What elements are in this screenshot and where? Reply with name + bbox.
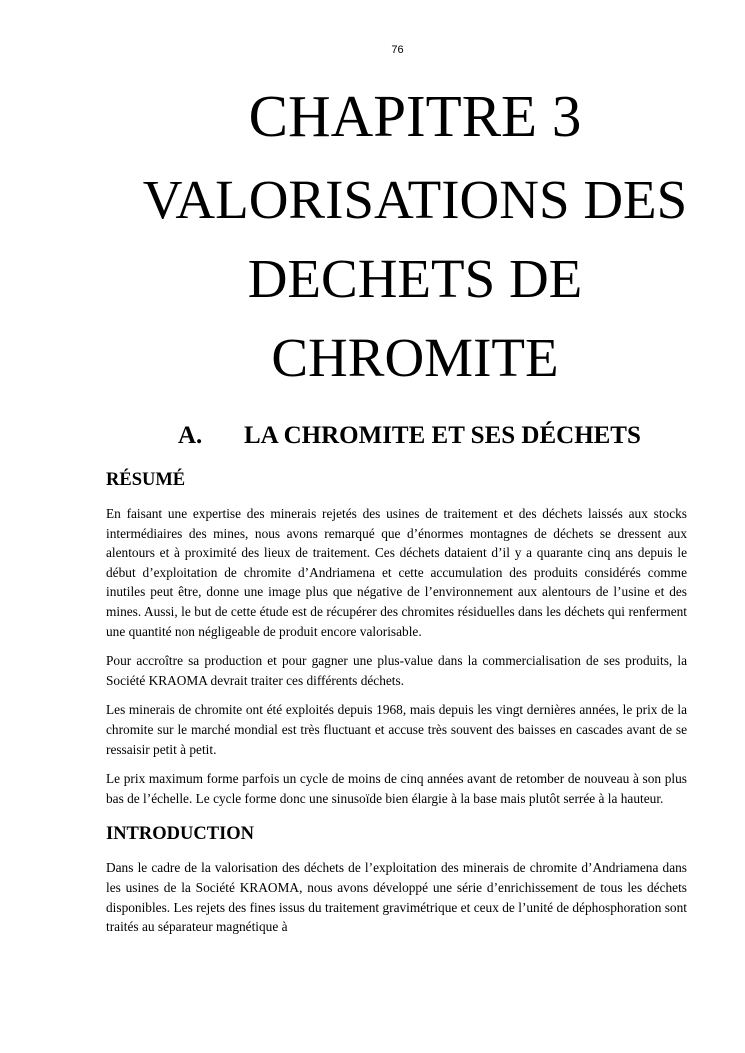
chapter-heading (130, 80, 700, 397)
section-title: LA CHROMITE ET SES DÉCHETS (244, 422, 641, 449)
section-letter: A. (178, 422, 203, 449)
introduction-paragraph: Dans le cadre de la valorisation des déchets de l’exploitation des minerais de chromite d’Andriamena dans les usines de la Société KRAOMA, nous avons développé une série d’enrichissement de tous les déchets disponibles. Les rejets des fines issus du traitement gravimétrique et ceux de l’unité de déphosphoration sont traités au séparateur magnétique à (106, 860, 687, 935)
chapter-title: CHAPITRE 3 (248, 83, 582, 149)
page-number: 76 (391, 44, 404, 56)
body-content (106, 468, 687, 947)
resume-heading: RÉSUMÉ (106, 470, 186, 490)
introduction-heading: INTRODUCTION (106, 824, 255, 845)
resume-paragraph: Pour accroître sa production et pour gagner une plus-value dans la commercialisation de ses produits, la Société KRAOMA devrait traiter ces différents déchets. (106, 653, 687, 688)
resume-paragraph: En faisant une expertise des minerais rejetés des usines de traitement et des déchets laissés aux stocks intermédiaires des mines, nous avons remarqué que d’énormes montagnes de déchets se dressent aux alentours et à proximité des lieux de traitement. Ces déchets dataient d’il y a quarante cinq ans depuis le début d’exploitation de chromite d’Andriamena et cette accumulation des produits considérés comme inutiles peut être, donne une image plus que négative de l’environnement aux alentours de l’usine et des mines. Aussi, le but de cette étude est de récupérer des chromites résiduelles dans les déchets qui renferment une quantité non négligeable de produit encore valorisable. (106, 506, 687, 639)
chapter-subtitle: VALORISATIONS DES DECHETS DE CHROMITE (142, 169, 688, 388)
resume-paragraph: Les minerais de chromite ont été exploités depuis 1968, mais depuis les vingt dernières années, le prix de la chromite sur le marché mondial est très fluctuant et accuse très souvent des baisses en cascades avant de se ressaisir petit à petit. (106, 702, 687, 757)
resume-paragraph: Le prix maximum forme parfois un cycle de moins de cinq années avant de retomber de nouveau à son plus bas de l’échelle. Le cycle forme donc une sinusoïde bien élargie à la base mais plutôt serrée à la hauteur. (106, 771, 687, 806)
section-heading (178, 420, 698, 452)
